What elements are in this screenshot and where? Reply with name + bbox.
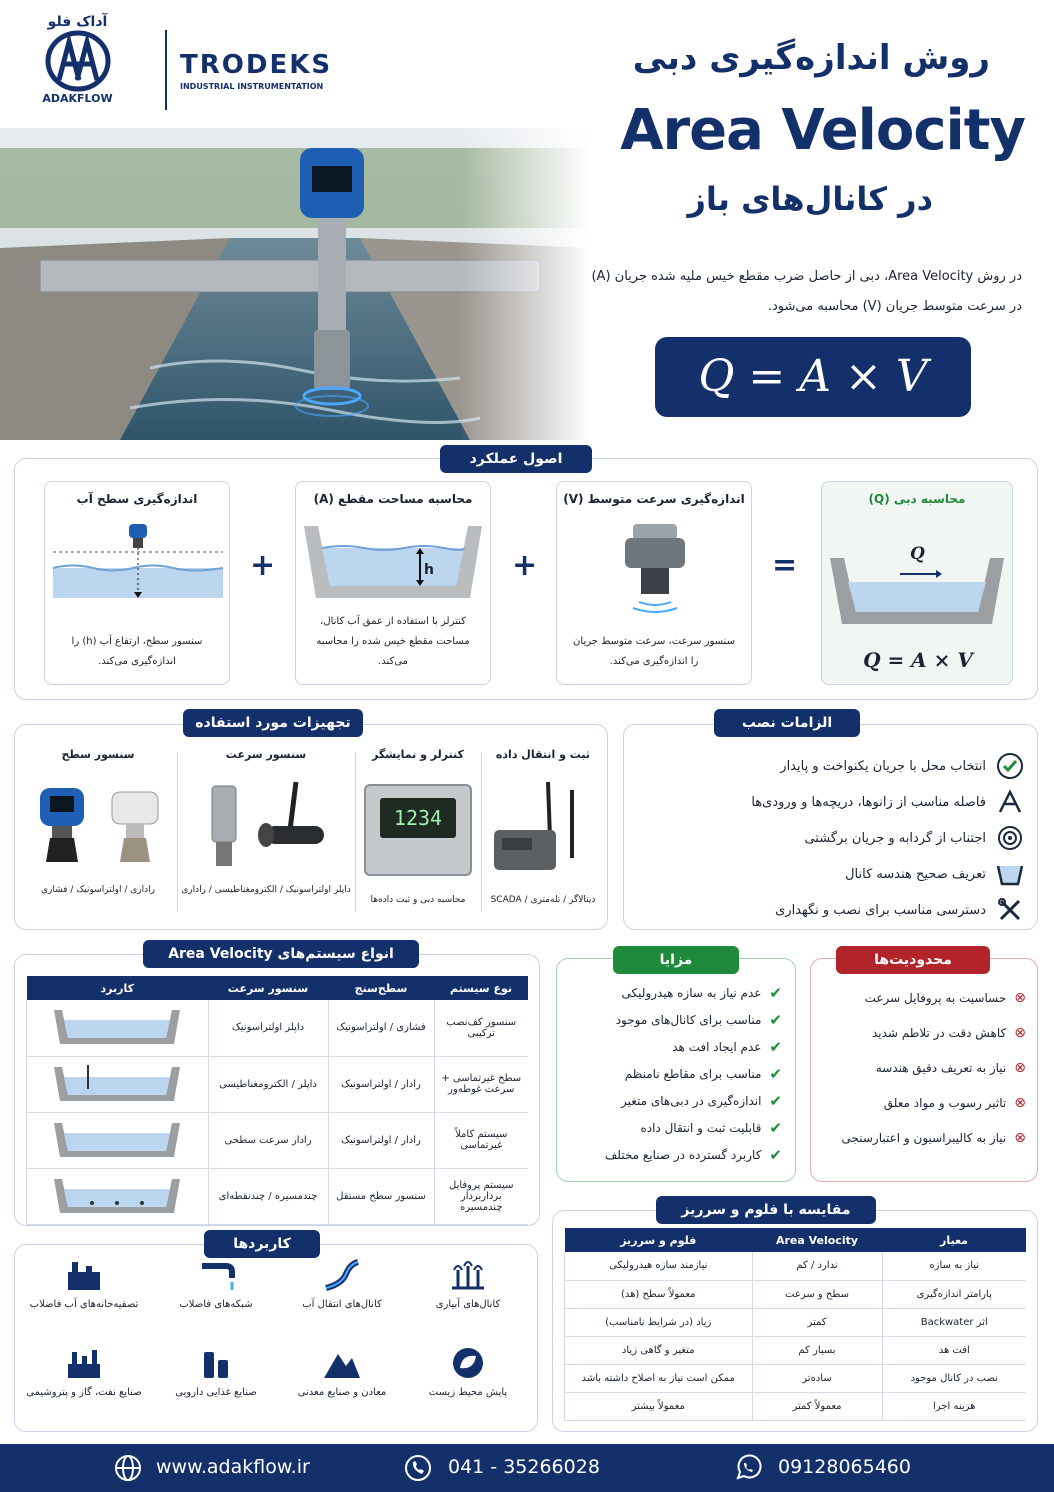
advantage-item: ✔ قابلیت ثبت و انتقال داده: [640, 1119, 782, 1137]
check-icon: ✔: [769, 1065, 782, 1083]
systems-header-row: [27, 976, 529, 1000]
app-environment: پایش محیط زیست: [408, 1346, 528, 1401]
equipment-controller-title: کنترلر و نمایشگر: [372, 748, 464, 761]
advantage-item: ✔ کاربرد گسترده در صنایع مختلف: [604, 1146, 782, 1164]
logo-fa-text: آداک فلو: [47, 14, 108, 30]
advantage-item: ✔ مناسب برای کانال‌های موجود: [615, 1011, 782, 1029]
formula-text: Q = A × V: [698, 351, 928, 402]
advantage-item: ✔ مناسب برای مقاطع نامنظم: [624, 1065, 782, 1083]
footer-website-link[interactable]: www.adakflow.ir: [156, 1456, 310, 1478]
partner-sub: INDUSTRIAL INSTRUMENTATION: [180, 82, 324, 91]
step-area: [295, 481, 491, 685]
limits-title: محدودیت‌ها: [836, 946, 990, 974]
channel-section-illustration: [304, 522, 482, 602]
plus-op-1: +: [250, 548, 276, 583]
systems-title: انواع سیستم‌های Area Velocity: [143, 940, 419, 968]
app-sewer: شبکه‌های فاضلاب: [156, 1258, 276, 1313]
advantage-item: ✔ عدم ایجاد افت هد: [672, 1038, 782, 1056]
hero-image: [0, 128, 590, 440]
x-circle-icon: ⊗: [1014, 1095, 1026, 1111]
equipment-logger-desc: دیتالاگر / تله‌متری / SCADA: [490, 895, 596, 905]
x-circle-icon: ⊗: [1014, 1025, 1026, 1041]
step-velocity-desc: سنسور سرعت، سرعت متوسط جریان را اندازه‌گیری می‌کند.: [573, 636, 735, 667]
limit-item: ⊗ تاثیر رسوب و مواد معلق: [883, 1095, 1026, 1111]
col-velocity: سنسور سرعت: [208, 976, 328, 1000]
logo-en-text: ADAKFLOW: [42, 92, 113, 105]
table-row: اثر Backwater کمتر زیاد (در شرایط نامناسب): [565, 1308, 1027, 1336]
equipment-divider-2: [355, 752, 356, 912]
step-level: [44, 481, 230, 685]
check-icon: ✔: [769, 1092, 782, 1110]
check-icon: ✔: [769, 984, 782, 1002]
header-divider: [165, 30, 167, 110]
equipment-velocity-desc: داپلر اولتراسونیک / الکترومغناطیسی / راداری: [181, 885, 351, 895]
step-flow-formula: Q = A × V: [863, 648, 973, 672]
phone-icon: [404, 1454, 432, 1482]
install-list: [640, 748, 1024, 924]
intro-text: در روش Area Velocity، دبی از حاصل ضرب مقطع خیس ملیه شده جریان (A) در سرعت متوسط جریان (V) محاسبه می‌شود.: [591, 269, 1022, 314]
install-item: دسترسی مناسب برای نصب و نگهداری: [775, 896, 1024, 924]
footer-phone-link[interactable]: 041 - 35266028: [448, 1456, 600, 1478]
limits-list: [814, 990, 1026, 1160]
check-icon: ✔: [769, 1146, 782, 1164]
limit-item: ⊗ نیاز به کالیبراسیون و اعتبارسنجی: [841, 1130, 1026, 1146]
equipment-level-title: سنسور سطح: [61, 748, 135, 761]
globe-icon: [114, 1454, 142, 1482]
col-usage: کاربرد: [27, 976, 209, 1000]
check-icon: ✔: [769, 1011, 782, 1029]
usage-channel-icon: [27, 1112, 209, 1168]
step-area-desc: کنترلر با استفاده از عمق آب کانال، مساحت مقطع خیس شده را محاسبه می‌کند.: [316, 616, 470, 667]
datalogger-icon: [488, 778, 598, 878]
equipment-title: تجهیزات مورد استفاده: [183, 709, 363, 737]
level-sensors-icon: [28, 782, 168, 872]
step-flow: [821, 481, 1013, 685]
advantages-title: مزایا: [613, 946, 739, 974]
compare-header-row: [565, 1228, 1027, 1252]
systems-table: [26, 976, 528, 1225]
footer-bar: [0, 1444, 1054, 1492]
usage-channel-icon: [27, 1056, 209, 1112]
table-row: افت هد بسیار کم متغیر و گاهی زیاد: [565, 1336, 1027, 1364]
apps-title: کاربردها: [204, 1230, 320, 1258]
col-level: سطح‌سنج: [328, 976, 434, 1000]
whatsapp-icon: [734, 1454, 762, 1482]
equipment-velocity: [180, 742, 352, 922]
velocity-sensors-icon: [186, 778, 346, 874]
principle-title: اصول عملکرد: [440, 445, 592, 473]
food-pharma-icon: [196, 1346, 236, 1380]
treatment-plant-icon: [64, 1258, 104, 1292]
vortex-icon: [996, 824, 1024, 852]
depth-label: h: [424, 562, 434, 578]
compare-title: مقایسه با فلوم و سرریز: [656, 1196, 876, 1224]
table-row: سطح غیرتماسی + سرعت غوطه‌ور رادار / اولتراسونیک داپلر / الکترومغناطیسی: [27, 1056, 529, 1112]
limit-item: ⊗ نیاز به تعریف دقیق هندسه: [875, 1060, 1026, 1076]
controller-screen: 1234: [380, 798, 456, 838]
equipment-controller-desc: محاسبه دبی و ثبت داده‌ها: [370, 895, 466, 905]
x-circle-icon: ⊗: [1014, 990, 1026, 1006]
compare-table: [564, 1228, 1026, 1421]
trodeks-logo: [180, 50, 360, 91]
equipment-divider-1: [177, 752, 178, 912]
limit-item: ⊗ کاهش دقت در تلاطم شدید: [871, 1025, 1026, 1041]
step-level-title: اندازه‌گیری سطح آب: [76, 492, 198, 506]
usage-channel-icon: [27, 1000, 209, 1056]
check-circle-icon: [996, 752, 1024, 780]
step-level-desc: سنسور سطح، ارتفاع آب (h) را اندازه‌گیری می‌کند.: [71, 636, 203, 667]
col-type: نوع سیستم: [434, 976, 528, 1000]
equipment-velocity-title: سنسور سرعت: [225, 748, 307, 761]
title-main: Area Velocity: [620, 98, 1025, 163]
table-row: سنسور کف‌نصب ترکیبی فشاری / اولتراسونیک داپلر اولتراسونیک: [27, 1000, 529, 1056]
leaf-icon: [448, 1346, 488, 1380]
flow-q-label: Q: [910, 544, 925, 564]
sewer-pipe-icon: [196, 1258, 236, 1292]
check-icon: ✔: [769, 1038, 782, 1056]
elbow-pipe-icon: [996, 788, 1024, 816]
col-flume: فلوم و سرریز: [565, 1228, 753, 1252]
app-irrigation: کانال‌های آبیاری: [408, 1258, 528, 1313]
usage-channel-icon: [27, 1168, 209, 1224]
equipment-divider-3: [481, 752, 482, 912]
app-mining: معادن و صنایع معدنی: [282, 1346, 402, 1401]
adakflow-logo: [30, 14, 125, 114]
table-row: پارامتر اندازه‌گیری سطح و سرعت معمولاً سطح (هد): [565, 1280, 1027, 1308]
title-top: روش اندازه‌گیری دبی: [632, 38, 990, 78]
title-bottom: در کانال‌های باز: [687, 180, 933, 218]
equipment-controller: [358, 742, 478, 922]
install-item: تعریف صحیح هندسه کانال: [845, 860, 1024, 888]
equipment-logger-title: ثبت و انتقال داده: [495, 748, 591, 761]
install-title: الزامات نصب: [714, 709, 860, 737]
advantages-list: [560, 984, 782, 1174]
equipment-level: [22, 742, 174, 922]
install-item: انتخاب محل با جریان یکنواخت و پایدار: [780, 752, 1024, 780]
install-item: اجتناب از گردابه و جریان برگشتی: [804, 824, 1024, 852]
col-area-velocity: Area Velocity: [752, 1228, 882, 1252]
velocity-sensor-illustration: [605, 516, 705, 616]
partner-name: TRODEKS: [180, 50, 333, 80]
channel-geometry-icon: [996, 860, 1024, 888]
advantage-item: ✔ عدم نیاز به سازه هیدرولیکی: [621, 984, 782, 1002]
x-circle-icon: ⊗: [1014, 1130, 1026, 1146]
equipment-level-desc: راداری / اولتراسونیک / فشاری: [41, 885, 155, 895]
table-row: سیستم کاملاً غیرتماسی رادار / اولتراسونیک رادار سرعت سطحی: [27, 1112, 529, 1168]
mountain-mining-icon: [322, 1346, 362, 1380]
flow-channel-illustration: [830, 554, 1004, 628]
tools-icon: [996, 896, 1024, 924]
plus-op-2: +: [512, 548, 538, 583]
app-oil-gas: صنایع نفت، گاز و پتروشیمی: [24, 1346, 144, 1401]
table-row: نصب در کانال موجود ساده‌تر ممکن است نیاز به اصلاح داشته باشد: [565, 1364, 1027, 1392]
step-flow-title: محاسبه دبی (Q): [868, 492, 966, 506]
footer-mobile-link[interactable]: 09128065460: [778, 1456, 911, 1478]
limit-item: ⊗ حساسیت به پروفایل سرعت: [864, 990, 1026, 1006]
install-item: فاصله مناسب از زانوها، دریچه‌ها و ورودی‌ها: [751, 788, 1024, 816]
equals-op: =: [772, 548, 798, 583]
logo-mark-icon: [43, 30, 113, 92]
water-canal-icon: [322, 1258, 362, 1292]
col-criterion: معیار: [882, 1228, 1026, 1252]
table-row: سیستم پروفایل بردار‌بردار چندمسیره سنسور سطح مستقل چندمسیره / چندنقطه‌ای: [27, 1168, 529, 1224]
table-row: نیاز به سازه ندارد / کم نیازمند سازه هیدرولیکی: [565, 1252, 1027, 1280]
step-velocity-title: اندازه‌گیری سرعت متوسط (V): [563, 492, 745, 506]
irrigation-icon: [448, 1258, 488, 1292]
app-water-transfer: کانال‌های انتقال آب: [282, 1258, 402, 1313]
advantage-item: ✔ اندازه‌گیری در دبی‌های متغیر: [620, 1092, 782, 1110]
step-velocity: [556, 481, 752, 685]
table-row: هزینه اجرا معمولاً کمتر معمولاً بیشتر: [565, 1392, 1027, 1420]
app-treatment: تصفیه‌خانه‌های آب فاضلاب: [24, 1258, 144, 1313]
equipment-logger: [484, 742, 602, 922]
x-circle-icon: ⊗: [1014, 1060, 1026, 1076]
apps-grid: [24, 1256, 528, 1426]
app-food-pharma: صنایع غذایی دارویی: [156, 1346, 276, 1401]
check-icon: ✔: [769, 1119, 782, 1137]
refinery-icon: [64, 1346, 104, 1380]
level-sensor-illustration: [53, 518, 223, 598]
step-area-title: محاسبه مساحت مقطع (A): [313, 492, 473, 506]
